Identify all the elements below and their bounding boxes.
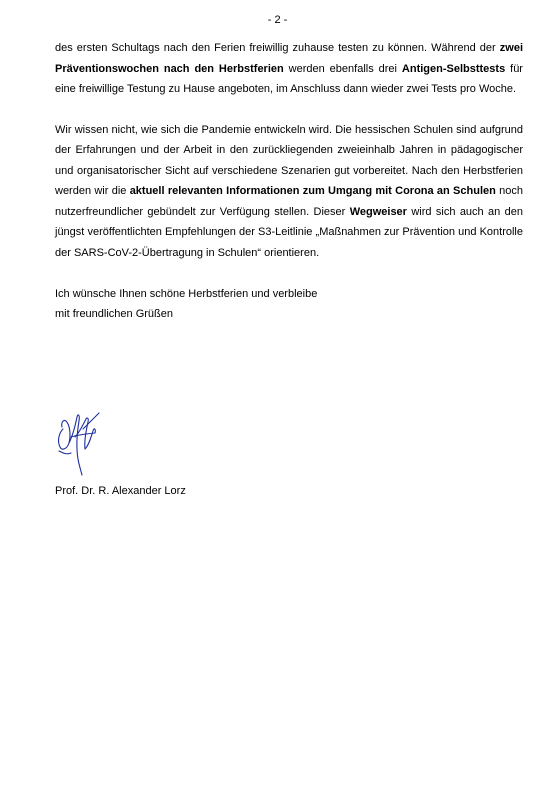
paragraph-text: des ersten Schultags nach den Ferien freiwillig zuhause testen zu können. Während der [55,42,500,54]
page-number: - 2 - [267,14,288,26]
letter-body [55,38,523,325]
bold-phrase: Antigen-Selbsttests [401,62,506,75]
paragraph-text: für eine freiwillige Testung zu Hause angeboten, im Anschluss dann wieder zwei Tests pro Woche. [55,62,523,95]
bold-phrase: zwei Präventionswochen nach den Herbstferien [55,42,523,75]
paragraph-text: wird sich auch an den jüngst veröffentlichten Empfehlungen der S3-Leitlinie „Maßnahmen zur Prävention und Kontrolle der SARS-CoV-2-Übertragung in Schulen“ orientieren. [55,205,523,259]
bold-phrase: Wegweiser [349,205,407,218]
paragraph-text: Wir wissen nicht, wie sich die Pandemie entwickeln wird. Die hessischen Schulen sind aufgrund der Erfahrungen und der Arbeit in den zurückliegenden zweieinhalb Jahren in pädagogischer und organisatorischer Sicht auf verschiedene Szenarien gut vorbereitet. Nach den Herbstferien werden wir die [55,123,523,197]
signature-image [53,407,109,477]
salutation: mit freundlichen Grüßen [55,308,173,320]
paragraph-testing [55,38,523,100]
closing-wish: Ich wünsche Ihnen schöne Herbstferien und verbleibe [55,287,318,300]
paragraph-text: noch nutzerfreundlicher gebündelt zur Verfügung stellen. Dieser [55,185,523,218]
paragraph-text: werden ebenfalls drei [283,62,402,75]
bold-phrase: aktuell relevanten Informationen zum Umgang mit Corona an Schulen [129,185,496,197]
paragraph-pandemic [55,120,523,264]
signer-name: Prof. Dr. R. Alexander Lorz [55,485,186,497]
